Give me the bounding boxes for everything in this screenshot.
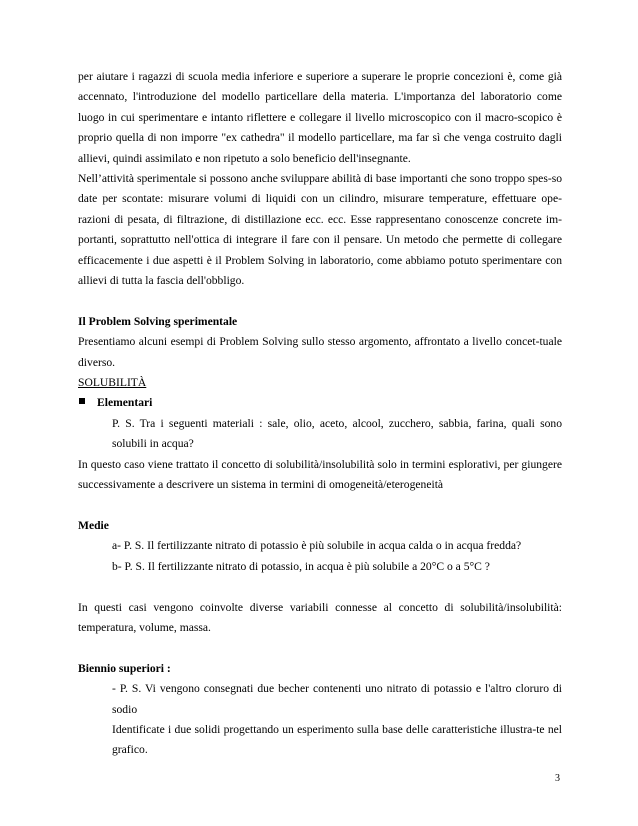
- biennio-problem: - P. S. Vi vengono consegnati due becher contenenti uno nitrato di potassio e l'altro cloruro di sodio: [112, 682, 562, 716]
- spacer: [78, 496, 562, 516]
- elementari-heading: [78, 393, 562, 413]
- square-bullet-icon: [79, 398, 85, 404]
- page-number: 3: [555, 773, 560, 784]
- medie-item-b: b- P. S. Il fertilizzante nitrato di potassio, in acqua è più solubile a 20°C o a 5°C ?: [112, 559, 490, 573]
- elementari-label: Elementari: [97, 396, 153, 410]
- spacer: [78, 291, 562, 311]
- topic-solubility: SOLUBILITÀ: [78, 376, 147, 390]
- spacer: [78, 577, 562, 597]
- medie-item-a: a- P. S. Il fertilizzante nitrato di potassio è più solubile in acqua calda o in acqua fredda?: [112, 539, 522, 553]
- elementari-problem: P. S. Tra i seguenti materiali : sale, olio, aceto, alcool, zucchero, sabbia, farina, quali sono solubili in acqua?: [112, 416, 562, 451]
- medie-label: Medie: [78, 518, 109, 532]
- activity-paragraph: Nell’attività sperimentale si possono anche sviluppare abilità di base importanti che sono troppo spes-so date per scontate: misurare volumi di liquidi con un cilindro, misurare temperature, effettuare ope-razioni di pesata, di filtrazione, di distillazione ecc. ecc. Esse rappresentano conoscenze concrete im-portanti, soprattutto nell'ottica di integrare il fare con il pensare. Un metodo che permette di collegare efficacemente i due aspetti è il Problem Solving in laboratorio, come abbiamo potuto sperimentare con allievi di tutta la fascia dell'obbligo.: [78, 172, 562, 288]
- medie-comment: In questi casi vengono coinvolte diverse variabili connesse al concetto di solubilità/insolubilità: temperatura, volume, massa.: [78, 600, 562, 634]
- section-intro: Presentiamo alcuni esempi di Problem Solving sullo stesso argomento, affrontato a livello concet-tuale diverso.: [78, 335, 562, 369]
- elementari-comment: In questo caso viene trattato il concetto di solubilità/insolubilità solo in termini esplorativi, per giungere successivamente a descrivere un sistema in termini di omogeneità/eterogeneità: [78, 457, 562, 492]
- intro-paragraph: per aiutare i ragazzi di scuola media inferiore e superiore a superare le proprie concezioni è, come già accennato, l'introduzione del modello particellare della materia. L'importanza del laboratorio come luogo in cui sperimentare e intanto riflettere e collegare il livello microscopico con il macro-scopico è proprio quella di non imporre "ex cathedra" il modello particellare, ma far sì che venga costruito dagli allievi, quindi assimilato e non ripetuto a solo beneficio dell'insegnante.: [78, 70, 562, 165]
- biennio-label: Biennio superiori :: [78, 661, 171, 675]
- biennio-instruction: Identificate i due solidi progettando un esperimento sulla base delle caratteristiche illustra-te nel grafico.: [112, 722, 562, 757]
- section-title: Il Problem Solving sperimentale: [78, 314, 238, 328]
- spacer: [78, 638, 562, 658]
- page-content: [78, 67, 562, 761]
